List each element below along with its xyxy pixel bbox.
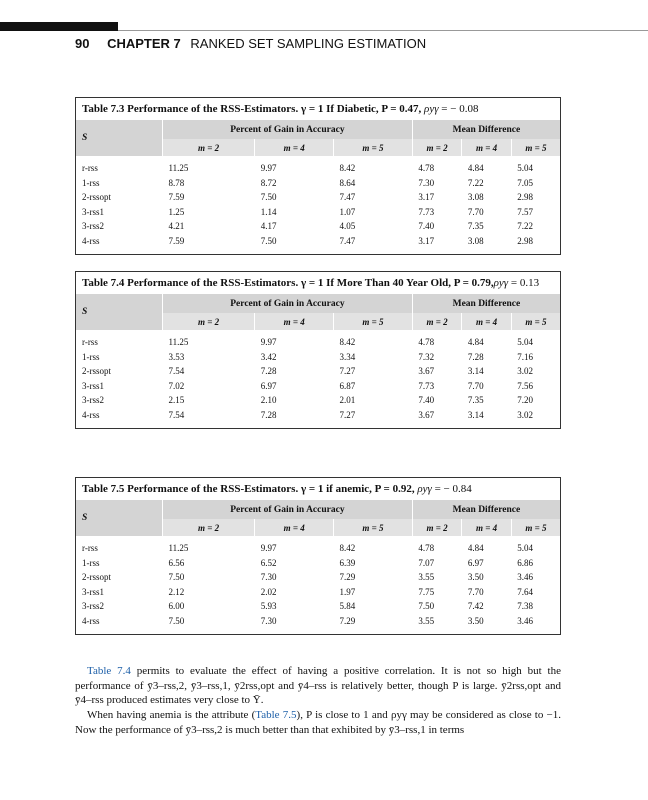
table-cell: 7.30 (418, 177, 435, 188)
table-row (76, 205, 560, 220)
table-cell: 8.42 (339, 337, 356, 348)
row-label: r-rss (82, 337, 98, 348)
table-cell: 3.46 (517, 615, 534, 626)
row-label: 3-rss1 (82, 206, 104, 217)
table-7-5 (75, 477, 561, 635)
table-caption (76, 272, 560, 294)
column-header-mean-difference: Mean Difference (412, 120, 560, 139)
table-cell: 7.05 (517, 177, 534, 188)
table-cell: 7.73 (418, 380, 435, 391)
table-row (76, 614, 560, 629)
caption-tail: = 0.13 (508, 277, 540, 289)
table-cell: 4.05 (339, 221, 356, 232)
table-cell: 3.53 (168, 351, 185, 362)
table-row (76, 364, 560, 379)
table-row (76, 536, 560, 556)
table-row (76, 219, 560, 234)
caption-text: Table 7.4 Performance of the RSS-Estimators. γ = 1 If More Than 40 Year Old, P = 0.79, (82, 277, 494, 289)
table-cell: 3.55 (418, 615, 435, 626)
table-cell: 2.98 (517, 235, 534, 246)
table-cell: 7.59 (168, 192, 185, 203)
table-cell: 7.35 (467, 395, 484, 406)
table-cell: 5.93 (260, 601, 277, 612)
table-cell: 7.47 (339, 235, 356, 246)
row-label: 3-rss2 (82, 601, 104, 612)
table-caption (76, 98, 560, 120)
table-cell: 7.29 (339, 615, 356, 626)
column-header-mean-difference: Mean Difference (412, 500, 560, 519)
table-cell: 3.02 (517, 366, 534, 377)
table-cell: 7.70 (467, 586, 484, 597)
data-table (76, 120, 560, 254)
column-header-m: m = 5 (334, 313, 413, 330)
caption-tail: = − 0.08 (438, 103, 479, 115)
row-label: 4-rss (82, 615, 100, 626)
table-cell: 3.55 (418, 572, 435, 583)
table-cell: 3.50 (467, 572, 484, 583)
caption-rho: ρyγ (493, 277, 509, 289)
row-label: 3-rss2 (82, 395, 104, 406)
column-header-m: m = 4 (462, 313, 511, 330)
table-cell: 6.39 (339, 557, 356, 568)
row-label: 1-rss (82, 177, 100, 188)
column-header-m: m = 2 (412, 139, 461, 156)
table-cell: 5.84 (339, 601, 356, 612)
table-cell: 5.04 (517, 543, 534, 554)
table-row (76, 556, 560, 571)
table-row (76, 176, 560, 191)
column-header-m: m = 4 (462, 519, 511, 536)
table-row (76, 393, 560, 408)
column-header-m: m = 5 (511, 139, 560, 156)
paragraph-2-after: ), P is close to 1 and ρyγ may be considered as close to −1. Now the performance of ȳ3–rss,2 is much better than that exhibited by ȳ3–rss,1 in terms (75, 709, 561, 736)
column-header-mean-difference: Mean Difference (412, 294, 560, 313)
row-label: 4-rss (82, 235, 100, 246)
column-header-m: m = 2 (412, 519, 461, 536)
table-cell: 8.42 (339, 543, 356, 554)
table-cell: 4.21 (168, 221, 185, 232)
row-label: 2-rssopt (82, 366, 111, 377)
table-cell: 2.12 (168, 586, 185, 597)
table-cell: 9.97 (260, 543, 277, 554)
table-cell: 4.84 (467, 337, 484, 348)
caption-tail: = − 0.84 (431, 483, 472, 495)
column-header-m: m = 5 (511, 313, 560, 330)
column-header-m: m = 2 (198, 142, 220, 153)
column-header-m: m = 2 (198, 316, 220, 327)
table-7-5-link[interactable]: Table 7.5 (255, 709, 297, 721)
table-cell: 7.73 (418, 206, 435, 217)
table-cell: 1.25 (168, 206, 185, 217)
column-header-s: S (76, 500, 163, 536)
column-header-m: m = 4 (255, 139, 334, 156)
table-cell: 4.78 (418, 163, 435, 174)
paragraph-2 (75, 708, 561, 737)
table-cell: 7.22 (467, 177, 484, 188)
column-header-m: m = 5 (334, 139, 413, 156)
column-header-m: m = 5 (334, 519, 413, 536)
header-bar (0, 22, 118, 31)
table-cell: 3.50 (467, 615, 484, 626)
table-cell: 3.02 (517, 409, 534, 420)
table-cell: 7.47 (339, 192, 356, 203)
table-cell: 6.87 (339, 380, 356, 391)
column-header-m: m = 4 (462, 139, 511, 156)
table-cell: 7.50 (260, 192, 277, 203)
table-bottom-spacer (76, 422, 560, 428)
table-cell: 7.27 (339, 409, 356, 420)
table-cell: 5.04 (517, 163, 534, 174)
table-cell: 7.50 (260, 235, 277, 246)
chapter-label: CHAPTER 7 (107, 36, 181, 51)
row-label: 3-rss2 (82, 221, 104, 232)
table-bottom-spacer (76, 248, 560, 254)
column-header-gain: Percent of Gain in Accuracy (230, 504, 345, 515)
table-row (76, 408, 560, 423)
data-table (76, 294, 560, 428)
table-cell: 6.97 (467, 557, 484, 568)
table-row (76, 379, 560, 394)
table-row (76, 585, 560, 600)
table-cell: 7.54 (168, 409, 185, 420)
table-cell: 6.52 (260, 557, 277, 568)
table-row (76, 570, 560, 585)
table-cell: 8.78 (168, 177, 185, 188)
row-label: 4-rss (82, 409, 100, 420)
table-cell: 7.64 (517, 586, 534, 597)
table-row (76, 190, 560, 205)
table-cell: 6.56 (168, 557, 185, 568)
table-row (76, 330, 560, 350)
table-cell: 1.14 (260, 206, 277, 217)
table-cell: 2.10 (260, 395, 277, 406)
table-cell: 7.28 (260, 366, 277, 377)
row-label: 2-rssopt (82, 192, 111, 203)
column-header-m: m = 4 (255, 313, 334, 330)
table-row (76, 234, 560, 249)
column-header-m: m = 5 (511, 519, 560, 536)
table-cell: 7.70 (467, 380, 484, 391)
table-row (76, 599, 560, 614)
table-cell: 7.07 (418, 557, 435, 568)
table-cell: 7.59 (168, 235, 185, 246)
table-cell: 7.30 (260, 572, 277, 583)
caption-rho: ρyγ (417, 483, 432, 495)
table-cell: 3.14 (467, 366, 484, 377)
row-label: 1-rss (82, 557, 100, 568)
paragraph-1 (75, 664, 561, 708)
table-cell: 7.30 (260, 615, 277, 626)
table-cell: 7.54 (168, 366, 185, 377)
table-row (76, 156, 560, 176)
table-cell: 6.86 (517, 557, 534, 568)
running-header (75, 36, 426, 51)
table-cell: 7.27 (339, 366, 356, 377)
table-cell: 8.72 (260, 177, 277, 188)
table-7-4 (75, 271, 561, 429)
row-label: r-rss (82, 543, 98, 554)
table-cell: 7.38 (517, 601, 534, 612)
table-cell: 1.07 (339, 206, 356, 217)
table-cell: 7.50 (168, 572, 185, 583)
table-cell: 4.84 (467, 543, 484, 554)
table-row (76, 350, 560, 365)
table-cell: 3.42 (260, 351, 277, 362)
table-cell: 3.14 (467, 409, 484, 420)
table-bottom-spacer (76, 628, 560, 634)
table-cell: 9.97 (260, 163, 277, 174)
table-cell: 3.46 (517, 572, 534, 583)
table-cell: 8.64 (339, 177, 356, 188)
table-cell: 7.75 (418, 586, 435, 597)
table-cell: 7.40 (418, 221, 435, 232)
table-cell: 7.22 (517, 221, 534, 232)
table-7-4-link[interactable]: Table 7.4 (87, 665, 131, 677)
paragraph-1-text: permits to evaluate the effect of having a positive correlation. It is not so high but the performance of ȳ3–rss,2, ȳ3–rss,1, ȳ2rss,opt and ȳ4–rss is relatively better, though P is large. ȳ2rss,opt and ȳ4–rss produced estimates very close to Ȳ. (75, 665, 561, 706)
column-header-m: m = 2 (412, 313, 461, 330)
row-label: 1-rss (82, 351, 100, 362)
header-rule (118, 30, 648, 31)
table-cell: 3.08 (467, 192, 484, 203)
table-cell: 7.50 (168, 615, 185, 626)
caption-text: Table 7.3 Performance of the RSS-Estimators. γ = 1 If Diabetic, P = 0.47, (82, 103, 425, 115)
table-cell: 7.28 (467, 351, 484, 362)
table-cell: 6.00 (168, 601, 185, 612)
table-cell: 4.17 (260, 221, 277, 232)
page-number: 90 (75, 36, 90, 51)
table-cell: 7.70 (467, 206, 484, 217)
row-label: 3-rss1 (82, 380, 104, 391)
table-cell: 2.98 (517, 192, 534, 203)
table-cell: 7.42 (467, 601, 484, 612)
column-header-s: S (76, 294, 163, 330)
table-cell: 3.67 (418, 409, 435, 420)
table-cell: 7.40 (418, 395, 435, 406)
row-label: r-rss (82, 163, 98, 174)
column-header-m: m = 4 (255, 519, 334, 536)
table-cell: 2.02 (260, 586, 277, 597)
caption-text: Table 7.5 Performance of the RSS-Estimators. γ = 1 if anemic, P = 0.92, (82, 483, 418, 495)
table-cell: 7.32 (418, 351, 435, 362)
table-cell: 7.28 (260, 409, 277, 420)
table-cell: 5.04 (517, 337, 534, 348)
table-cell: 3.08 (467, 235, 484, 246)
table-cell: 7.50 (418, 601, 435, 612)
table-cell: 11.25 (168, 163, 189, 174)
table-cell: 7.20 (517, 395, 534, 406)
table-cell: 4.84 (467, 163, 484, 174)
table-cell: 4.78 (418, 337, 435, 348)
table-cell: 2.01 (339, 395, 356, 406)
table-cell: 3.17 (418, 235, 435, 246)
paragraph-2-before: When having anemia is the attribute ( (87, 709, 256, 721)
row-label: 3-rss1 (82, 586, 104, 597)
table-cell: 6.97 (260, 380, 277, 391)
table-cell: 7.35 (467, 221, 484, 232)
caption-rho: ρyγ (424, 103, 439, 115)
table-cell: 11.25 (168, 337, 189, 348)
table-cell: 2.15 (168, 395, 185, 406)
table-cell: 7.02 (168, 380, 185, 391)
table-cell: 8.42 (339, 163, 356, 174)
table-cell: 7.16 (517, 351, 534, 362)
table-cell: 4.78 (418, 543, 435, 554)
table-caption (76, 478, 560, 500)
table-cell: 11.25 (168, 543, 189, 554)
table-cell: 7.56 (517, 380, 534, 391)
table-cell: 7.57 (517, 206, 534, 217)
table-cell: 9.97 (260, 337, 277, 348)
row-label: 2-rssopt (82, 572, 111, 583)
table-cell: 3.34 (339, 351, 356, 362)
column-header-gain: Percent of Gain in Accuracy (230, 124, 345, 135)
column-header-s: S (76, 120, 163, 156)
chapter-title: RANKED SET SAMPLING ESTIMATION (190, 36, 427, 51)
table-cell: 3.67 (418, 366, 435, 377)
table-cell: 7.29 (339, 572, 356, 583)
table-cell: 1.97 (339, 586, 356, 597)
table-7-3 (75, 97, 561, 255)
table-cell: 3.17 (418, 192, 435, 203)
data-table (76, 500, 560, 634)
column-header-gain: Percent of Gain in Accuracy (230, 298, 345, 309)
column-header-m: m = 2 (198, 522, 220, 533)
